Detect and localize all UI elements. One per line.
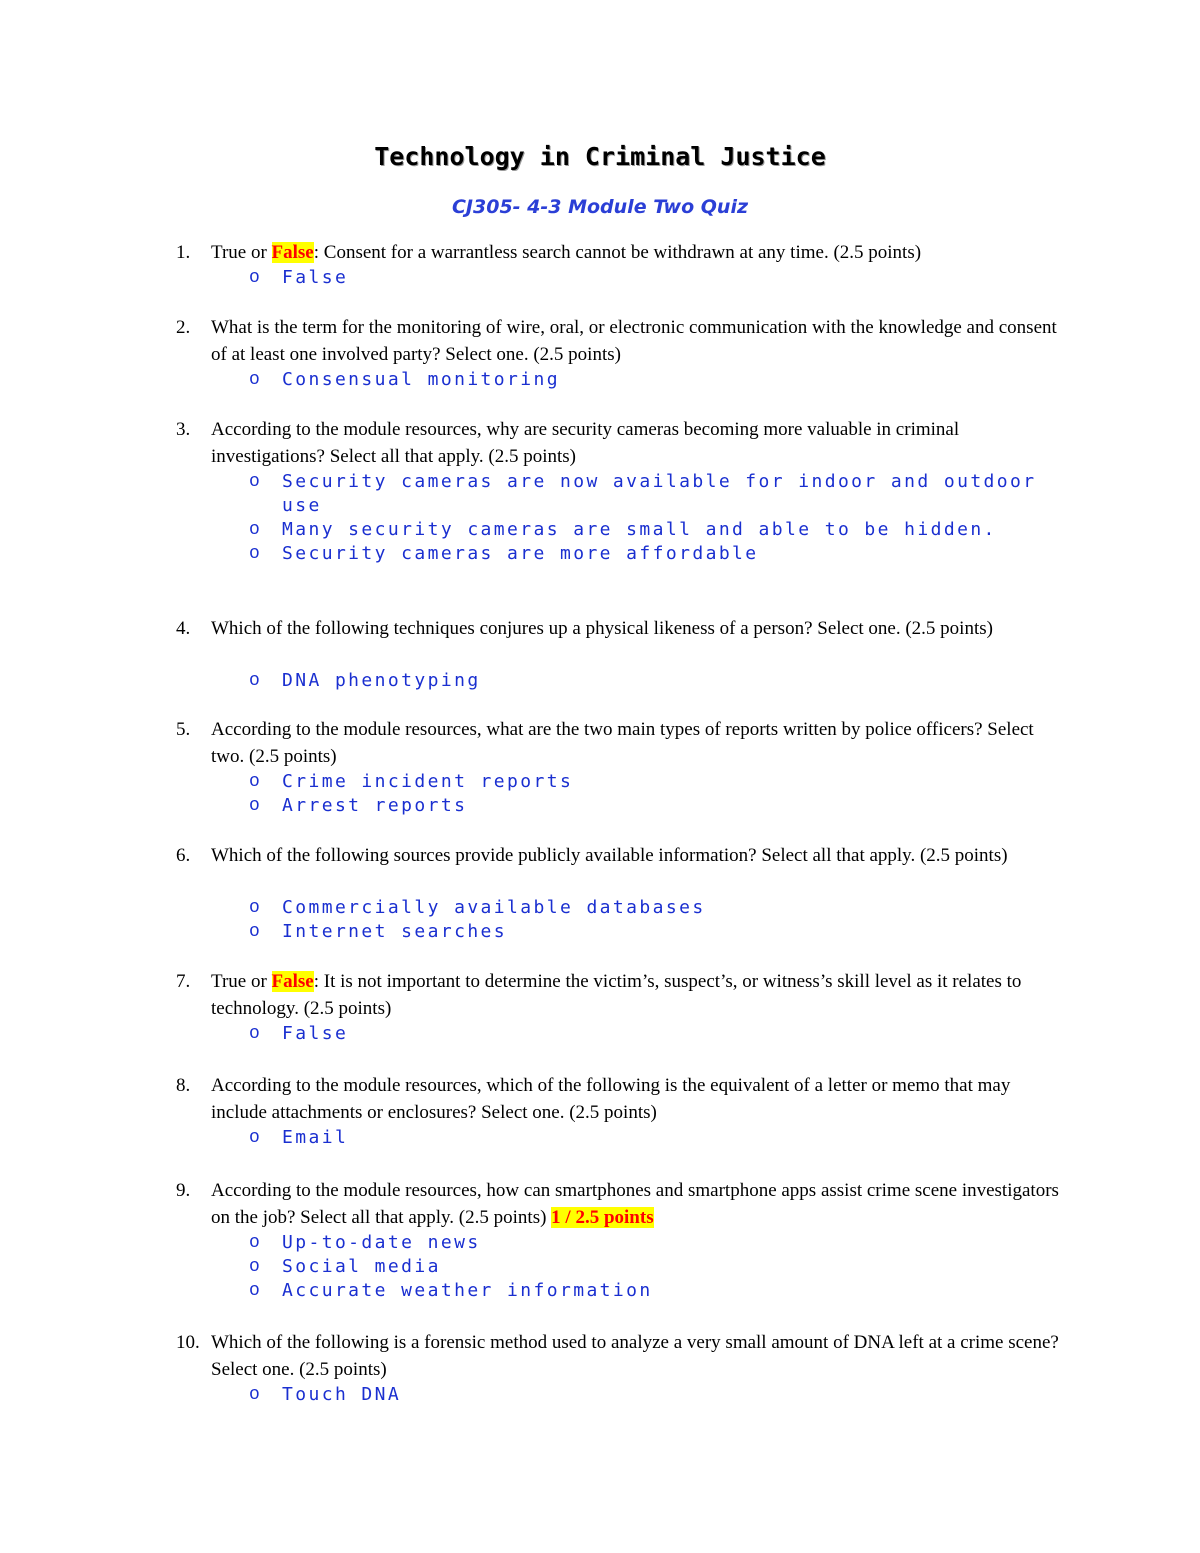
answer-item: o Touch DNA (249, 1384, 402, 1405)
question-number: 2. (176, 317, 191, 338)
answer-highlight: False (271, 242, 314, 263)
bullet-icon: o (249, 1233, 260, 1253)
bullet-icon: o (249, 544, 260, 564)
answer-item: o Many security cameras are small and able to be hidden. (249, 519, 997, 540)
answer-list (211, 368, 1071, 392)
score-badge: 1 / 2.5 points (551, 1207, 654, 1228)
question-text: Which of the following techniques conjures up a physical likeness of a person? Select one. (2.5 points) (211, 618, 993, 639)
bullet-icon: o (249, 922, 260, 942)
question-text: True or False: Consent for a warrantless search cannot be withdrawn at any time. (2.5 points) (211, 242, 922, 263)
answer-list (211, 1022, 1071, 1046)
question-text: What is the term for the monitoring of wire, oral, or electronic communication with the knowledge and consent of at least one involved party? Select one. (2.5 points) (211, 317, 1057, 365)
question-text: Which of the following sources provide publicly available information? Select all that apply. (2.5 points) (211, 845, 1008, 866)
question-text: True or False: It is not important to determine the victim’s, suspect’s, or witness’s skill level as it relates to technology. (2.5 points) (211, 971, 1022, 1019)
answer-item: o Security cameras are more affordable (249, 543, 759, 564)
answer-item: o False (249, 1023, 349, 1044)
answer-list (211, 470, 1071, 566)
answer-item: o Security cameras are now available for indoor and outdoor use (249, 471, 1037, 516)
answer-list (211, 1126, 1071, 1150)
question-number: 8. (176, 1075, 191, 1096)
bullet-icon: o (249, 898, 260, 918)
question-number: 6. (176, 845, 191, 866)
answer-item: o Email (249, 1127, 349, 1148)
answer-item: o Accurate weather information (249, 1280, 653, 1301)
answer-item: o Arrest reports (249, 795, 468, 816)
answer-item: o Social media (249, 1256, 441, 1277)
bullet-icon: o (249, 1024, 260, 1044)
answer-list (211, 896, 1071, 944)
bullet-icon: o (249, 472, 260, 492)
bullet-icon: o (249, 268, 260, 288)
answer-list (211, 1383, 1071, 1407)
bullet-icon: o (249, 1385, 260, 1405)
question-number: 9. (176, 1180, 191, 1201)
question-text: According to the module resources, what are the two main types of reports written by police officers? Select two. (2.5 points) (211, 719, 1034, 767)
bullet-icon: o (249, 370, 260, 390)
answer-item: o DNA phenotyping (249, 670, 481, 691)
question-number: 7. (176, 971, 191, 992)
bullet-icon: o (249, 796, 260, 816)
answer-highlight: False (271, 971, 314, 992)
question-text: According to the module resources, how can smartphones and smartphone apps assist crime scene investigators on the job? Select all that apply. (2.5 points) 1 / 2.5 points (211, 1180, 1059, 1228)
document-title: Technology in Criminal Justice (374, 142, 826, 171)
answer-item: o Crime incident reports (249, 771, 574, 792)
bullet-icon: o (249, 1257, 260, 1277)
answer-item: o False (249, 267, 349, 288)
question-text: According to the module resources, which of the following is the equivalent of a letter or memo that may include attachments or enclosures? Select one. (2.5 points) (211, 1075, 1011, 1123)
answer-list (211, 770, 1071, 818)
question-text: Which of the following is a forensic method used to analyze a very small amount of DNA left at a crime scene? Select one. (2.5 points) (211, 1332, 1059, 1380)
bullet-icon: o (249, 1281, 260, 1301)
answer-list (211, 266, 1071, 290)
answer-item: o Internet searches (249, 921, 508, 942)
question-text: According to the module resources, why are security cameras becoming more valuable in criminal investigations? Select all that apply. (2.5 points) (211, 419, 960, 467)
answer-list (211, 669, 1071, 693)
document-subtitle: CJ305- 4-3 Module Two Quiz (451, 196, 749, 218)
bullet-icon: o (249, 671, 260, 691)
answer-item: o Consensual monitoring (249, 369, 560, 390)
question-number: 4. (176, 618, 191, 639)
answer-item: o Up-to-date news (249, 1232, 481, 1253)
question-number: 10. (176, 1332, 200, 1353)
question-number: 5. (176, 719, 191, 740)
answer-list (211, 1231, 1071, 1303)
question-number: 3. (176, 419, 191, 440)
question-number: 1. (176, 242, 191, 263)
bullet-icon: o (249, 520, 260, 540)
answer-item: o Commercially available databases (249, 897, 706, 918)
bullet-icon: o (249, 1128, 260, 1148)
bullet-icon: o (249, 772, 260, 792)
